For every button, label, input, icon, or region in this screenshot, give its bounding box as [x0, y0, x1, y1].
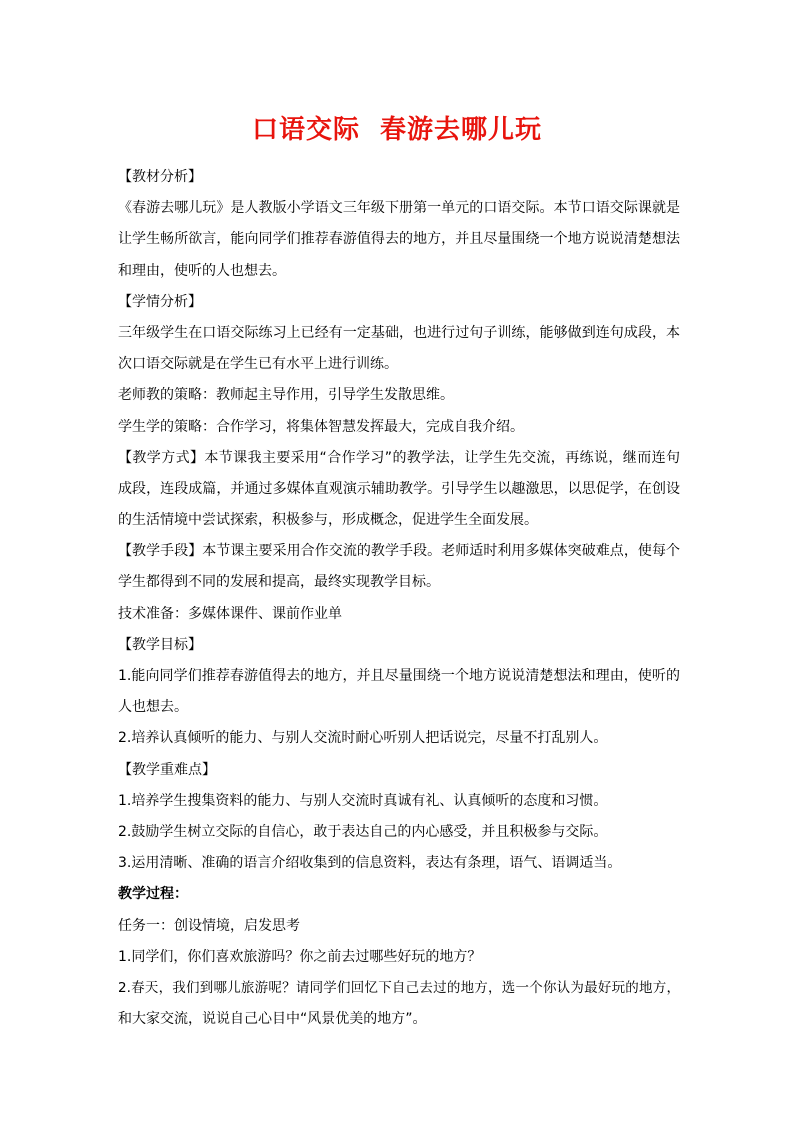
- text-line: 和理由，使听的人也想去。: [118, 262, 286, 279]
- text-line: 和大家交流，说说自己心目中“风景优美的地方”。: [118, 1011, 427, 1028]
- text-line: 1.能向同学们推荐春游值得去的地方，并且尽量围绕一个地方说说清楚想法和理由，使听的: [118, 668, 680, 684]
- document-title: 口语交际 春游去哪儿玩: [251, 115, 543, 145]
- text-line: 【教学方式】本节课我主要采用“合作学习”的教学法，让学生先交流，再练说，继而连句: [118, 449, 680, 466]
- text-line: 教学过程：: [118, 886, 188, 903]
- text-line: 1.同学们，你们喜欢旅游吗？你之前去过哪些好玩的地方？: [118, 948, 482, 965]
- text-line: 3.运用清晰、准确的语言介绍收集到的信息资料，表达有条理，语气、语调适当。: [118, 855, 622, 872]
- text-line: 让学生畅所欲言，能向同学们推荐春游值得去的地方，并且尽量围绕一个地方说说清楚想法: [118, 231, 680, 248]
- text-line: 学生都得到不同的发展和提高，最终实现教学目标。: [118, 574, 440, 591]
- text-line: 任务一：创设情境，启发思考: [118, 917, 300, 934]
- text-line: 2.春天，我们到哪儿旅游呢？请同学们回忆下自己去过的地方，选一个你认为最好玩的地方，: [118, 979, 680, 996]
- text-line: 三年级学生在口语交际练习上已经有一定基础，也进行过句子训练，能够做到连句成段，本: [118, 324, 680, 341]
- text-line: 1.培养学生搜集资料的能力、与别人交流时真诚有礼、认真倾听的态度和习惯。: [118, 792, 608, 809]
- text-line: 【学情分析】: [118, 293, 202, 310]
- text-line: 《春游去哪儿玩》是人教版小学语文三年级下册第一单元的口语交际。本节口语交际课就是: [118, 200, 680, 217]
- text-line: 【教学重难点】: [118, 761, 216, 778]
- text-line: 的生活情境中尝试探索，积极参与，形成概念，促进学生全面发展。: [118, 512, 538, 529]
- text-line: 次口语交际就是在学生已有水平上进行训练。: [118, 356, 398, 373]
- text-line: 技术准备：多媒体课件、课前作业单: [118, 605, 342, 622]
- text-line: 【教学手段】本节课主要采用合作交流的教学手段。老师适时利用多媒体突破难点，使每个: [118, 543, 680, 560]
- text-line: 人也想去。: [118, 699, 188, 716]
- text-line: 成段，连段成篇，并通过多媒体直观演示辅助教学。引导学生以趣激思，以思促学，在创设: [118, 480, 680, 497]
- text-line: 【教学目标】: [118, 636, 202, 653]
- text-line: 2.培养认真倾听的能力、与别人交流时耐心听别人把话说完，尽量不打乱别人。: [118, 730, 608, 747]
- text-line: 【教材分析】: [118, 169, 202, 185]
- text-line: 学生学的策略：合作学习，将集体智慧发挥最大，完成自我介绍。: [118, 418, 524, 435]
- document-body: [118, 162, 680, 1035]
- text-line: 2.鼓励学生树立交际的自信心，敢于表达自己的内心感受，并且积极参与交际。: [118, 823, 608, 840]
- text-line: 老师教的策略：教师起主导作用，引导学生发散思维。: [118, 387, 454, 404]
